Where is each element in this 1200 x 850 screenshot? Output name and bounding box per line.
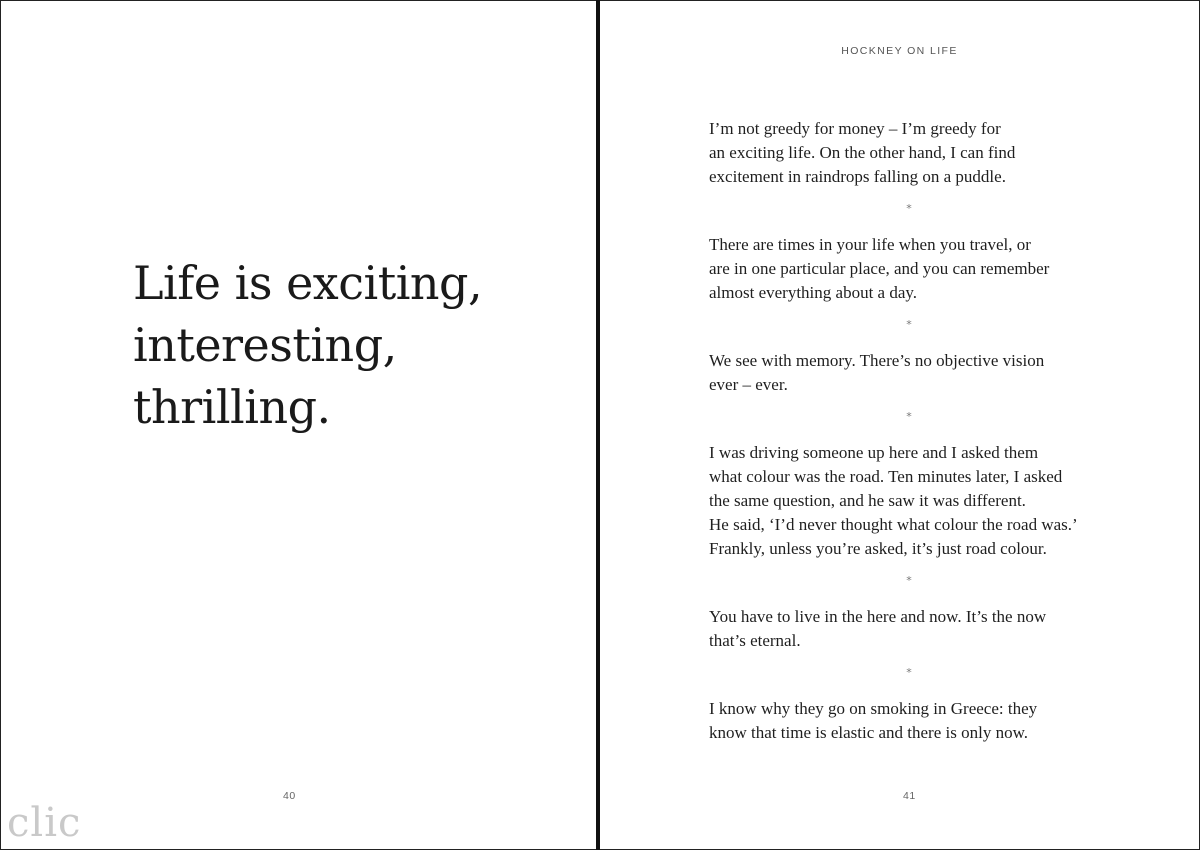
- quote-list: [709, 117, 1129, 745]
- publisher-watermark: clic: [7, 800, 82, 846]
- quote-line: that’s eternal.: [709, 631, 801, 650]
- quote-paragraph: [709, 697, 1129, 745]
- asterisk-separator: *: [906, 574, 912, 587]
- headline-line: thrilling.: [133, 380, 331, 434]
- quote-line: are in one particular place, and you can remember: [709, 259, 1050, 278]
- quote-paragraph: [709, 605, 1129, 653]
- quote-paragraph: [709, 349, 1129, 397]
- quote-line: excitement in raindrops falling on a puddle.: [709, 167, 1006, 186]
- running-head: HOCKNEY ON LIFE: [841, 45, 958, 57]
- page-number-right: 41: [903, 790, 916, 802]
- quote-line: He said, ‘I’d never thought what colour the road was.’: [709, 515, 1078, 534]
- left-page: [1, 0, 596, 850]
- headline-quote: [133, 252, 482, 438]
- quote-line: know that time is elastic and there is only now.: [709, 723, 1028, 742]
- right-page: [600, 0, 1199, 850]
- quote-line: ever – ever.: [709, 375, 788, 394]
- asterisk-separator: *: [906, 318, 912, 331]
- quote-line: the same question, and he saw it was different.: [709, 491, 1026, 510]
- quote-paragraph: [709, 441, 1129, 561]
- asterisk-separator: *: [906, 666, 912, 679]
- quote-line: We see with memory. There’s no objective vision: [709, 351, 1045, 370]
- quote-line: an exciting life. On the other hand, I can find: [709, 143, 1016, 162]
- quote-line: There are times in your life when you travel, or: [709, 235, 1031, 254]
- quote-line: what colour was the road. Ten minutes later, I asked: [709, 467, 1063, 486]
- page-number-left: 40: [283, 790, 296, 802]
- headline-line: Life is exciting,: [133, 256, 483, 310]
- asterisk-separator: *: [906, 410, 912, 423]
- quote-line: I know why they go on smoking in Greece: they: [709, 699, 1038, 718]
- quote-paragraph: [709, 117, 1129, 189]
- quote-line: almost everything about a day.: [709, 283, 918, 302]
- quote-line: You have to live in the here and now. It’s the now: [709, 607, 1047, 626]
- quote-paragraph: [709, 233, 1129, 305]
- quote-line: Frankly, unless you’re asked, it’s just road colour.: [709, 539, 1047, 558]
- quote-line: I’m not greedy for money – I’m greedy for: [709, 119, 1001, 138]
- headline-line: interesting,: [133, 318, 397, 372]
- asterisk-separator: *: [906, 202, 912, 215]
- quote-line: I was driving someone up here and I asked them: [709, 443, 1039, 462]
